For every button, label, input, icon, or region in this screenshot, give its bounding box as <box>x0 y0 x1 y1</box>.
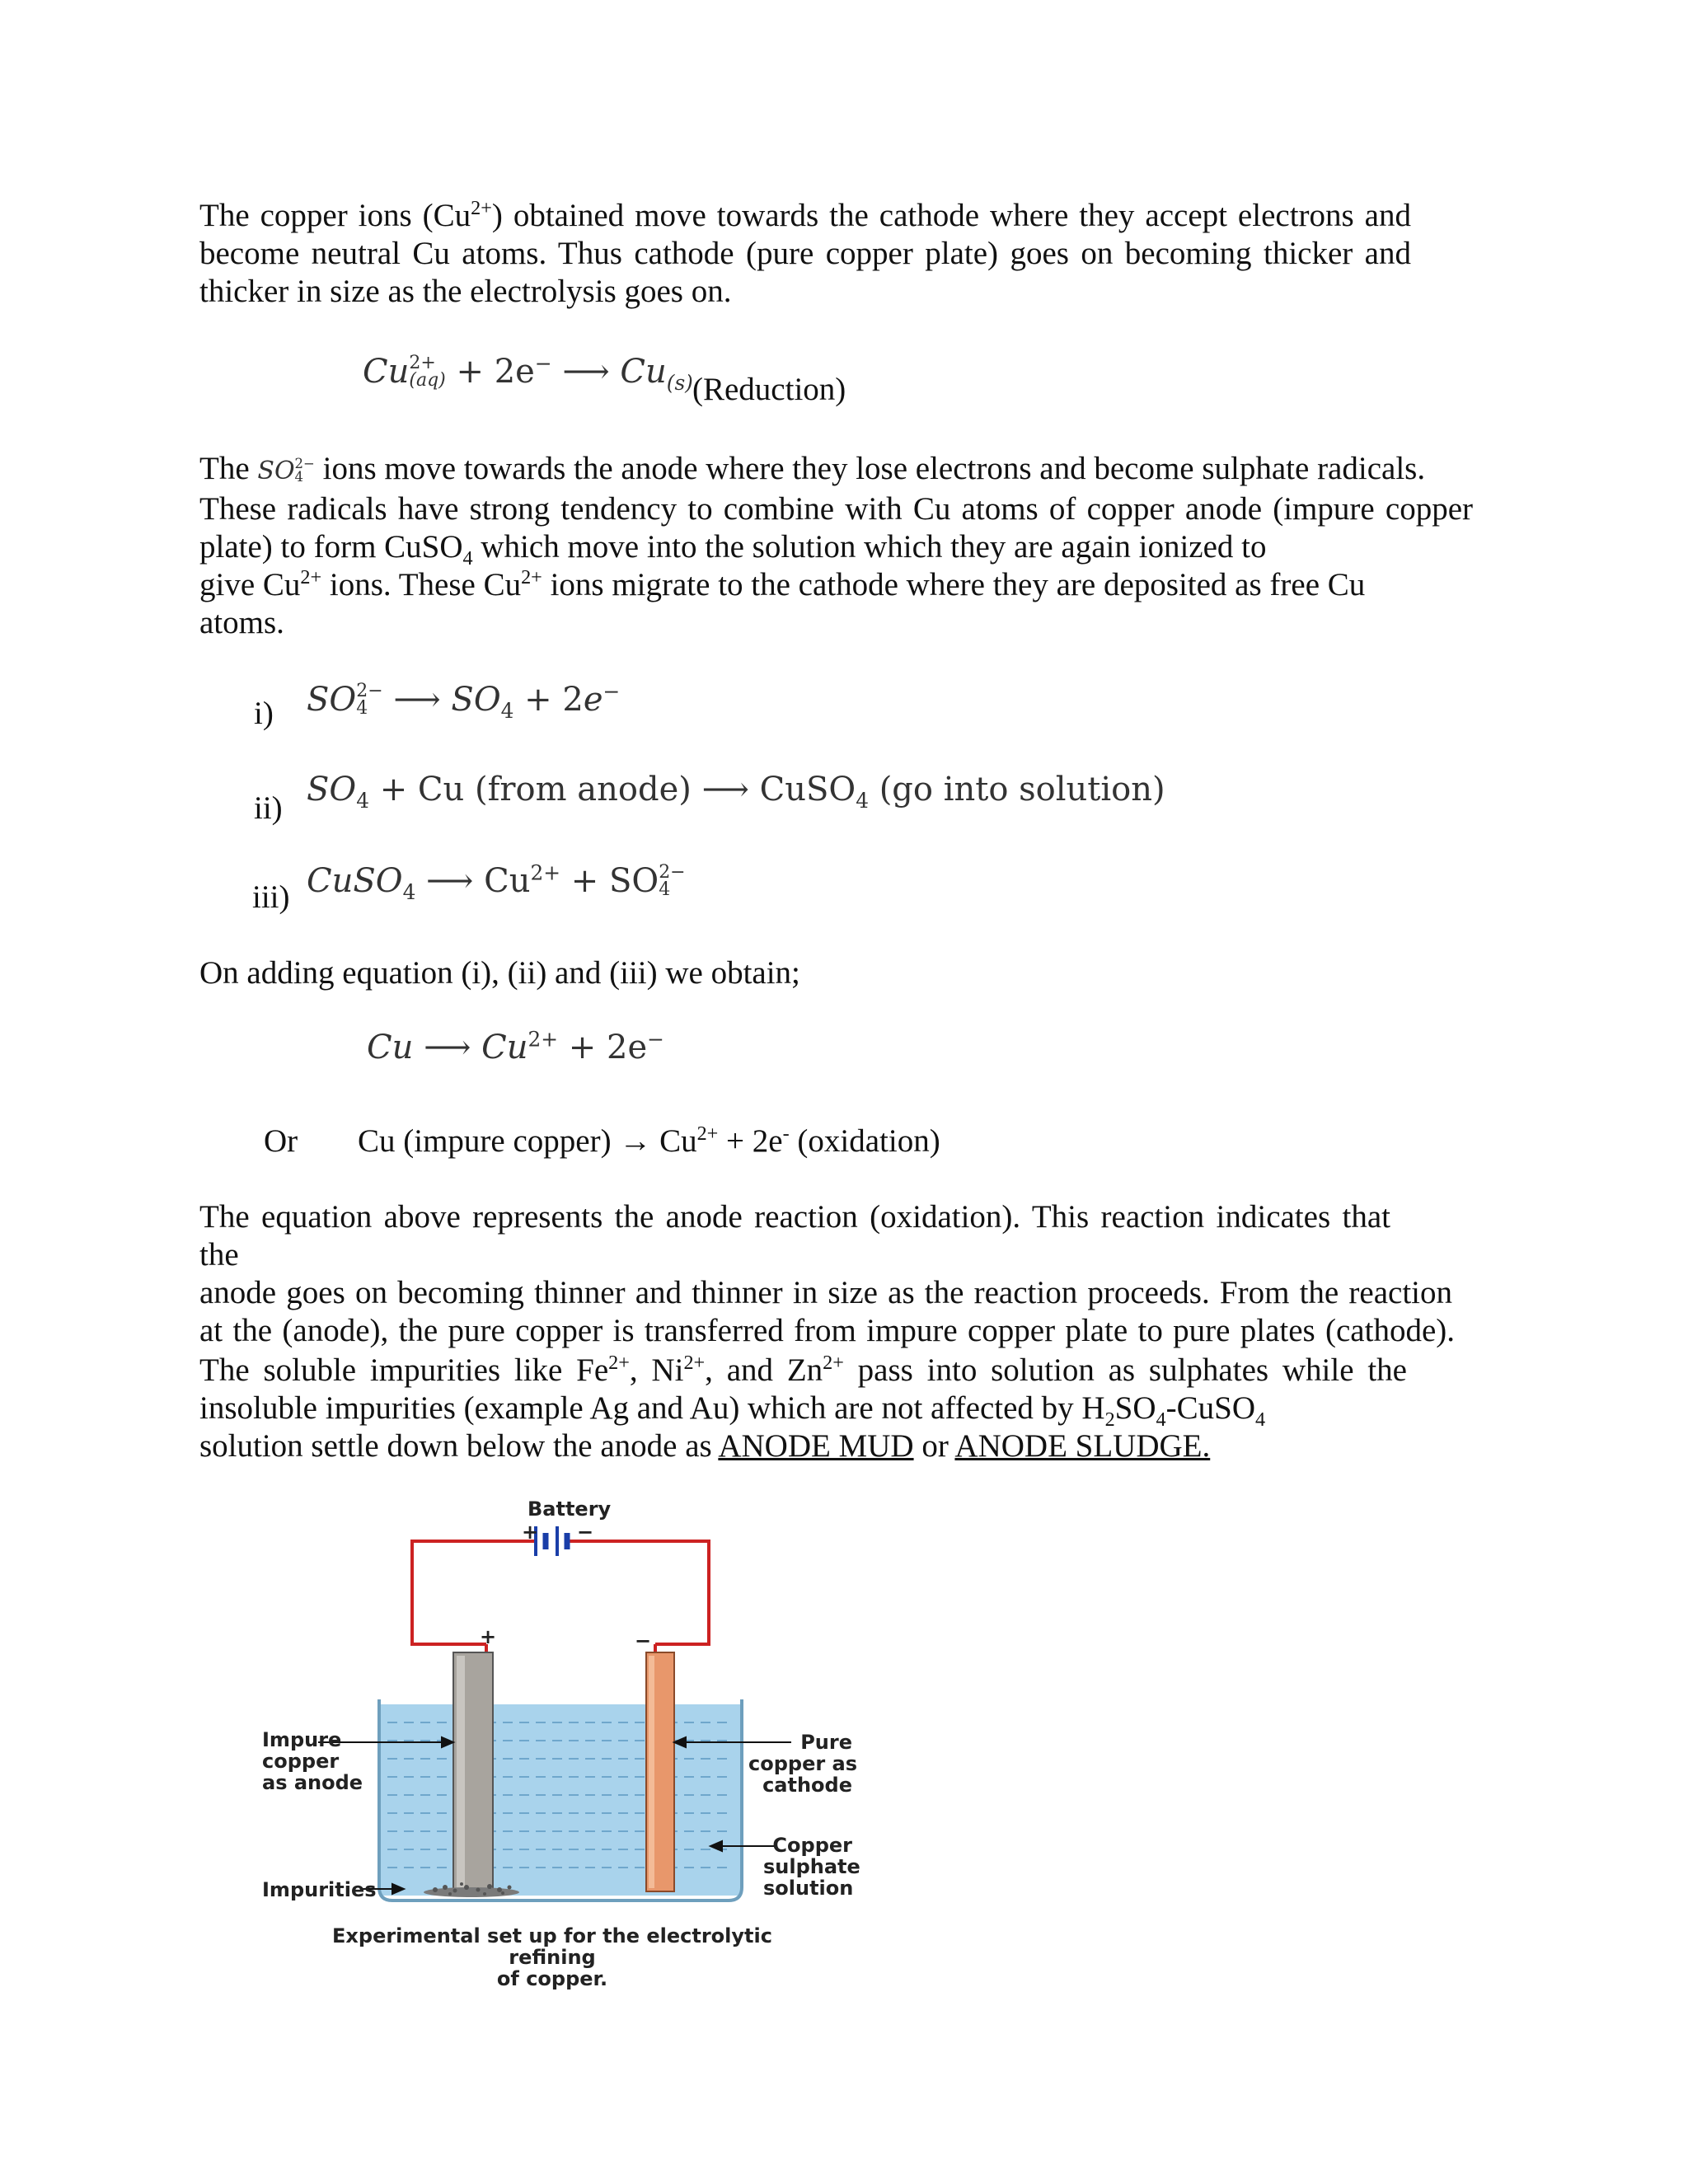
paragraph-2 <box>199 450 1473 642</box>
impure-copper-anode-label: Impure copper as anode <box>262 1728 363 1794</box>
anode-sludge-term: ANODE SLUDGE. <box>954 1428 1211 1464</box>
sulphate-ion-inline: SO 2− 4 <box>257 456 315 485</box>
paragraph-4-line-3: at the (anode), the pure copper is transferred from impure copper plate to pure plates (cathode). <box>199 1313 1455 1348</box>
equation-1: SO 2− 4 ⟶ $SO_4 + 2e^-$ <box>307 679 621 723</box>
paragraph-5-line-3: solution settle down below the anode as ANODE MUD or ANODE SLUDGE. <box>199 1428 1211 1464</box>
equation-2-number: ii) <box>254 790 283 826</box>
paragraph-2-line-4: give $Cu^{2+}$ ions. These $Cu^{2+}$ ions migrate to the cathode where they are deposited as free Cu <box>199 566 1366 602</box>
battery-plus-sign: + <box>522 1521 539 1544</box>
equation-2: $SO_4 + Cu$ (from anode) ⟶ CuSO$_4$ (go into solution) <box>307 771 1165 813</box>
reduction-equation: Cu 2+ (aq) + 2e− ⟶ $Cu_{(s)}$ <box>363 351 693 395</box>
impurities-label: Impurities <box>262 1878 377 1901</box>
anode-plus-sign: + <box>480 1625 497 1648</box>
battery-label: Battery <box>528 1497 612 1521</box>
paragraph-1-line-2: become neutral Cu atoms. Thus cathode (pure copper plate) goes on becoming thicker and <box>199 236 1411 271</box>
copper-sulphate-solution-label: Copper sulphate solution <box>763 1834 860 1900</box>
paragraph-3 <box>199 954 800 992</box>
paragraph-4 <box>199 1198 1455 1350</box>
pure-copper-cathode-label: Pure copper as cathode <box>748 1731 858 1797</box>
paragraph-2-line-2: These radicals have strong tendency to combine with Cu atoms of copper anode (impure copper <box>199 491 1473 527</box>
paragraph-2-line-3: plate) to form CuSO$_4$ which move into the solution which they are again ionized to <box>199 529 1267 569</box>
battery-minus-sign: − <box>577 1521 594 1544</box>
figure-caption: Experimental set up for the electrolytic refining of copper. <box>332 1924 772 1990</box>
paragraph-1 <box>199 197 1411 311</box>
electrolytic-refining-diagram <box>247 1475 907 1990</box>
wire-left <box>412 1541 536 1644</box>
paragraph-5-line-1: The soluble impurities like $Fe^{2+}$, $Ni^{2+}$, and $Zn^{2+}$ pass into solution as sulphates while the <box>199 1352 1407 1388</box>
paragraph-2-line-5: atoms. <box>199 605 284 640</box>
oxidation-equation: Cu (impure copper) → $Cu^{2+} + 2e^-$ (oxidation) <box>358 1122 940 1159</box>
paragraph-4-line-1: The equation above represents the anode reaction (oxidation). This reaction indicates that the <box>199 1199 1390 1272</box>
or-label: Or <box>264 1123 298 1159</box>
paragraph-1-line-1: The copper ions $(Cu^{2+})$ obtained move towards the cathode where they accept electrons and <box>199 197 1411 233</box>
cathode-minus-sign: − <box>635 1629 652 1652</box>
anode-mud-term: ANODE MUD <box>718 1428 914 1464</box>
paragraph-5 <box>199 1352 1411 1465</box>
battery-icon <box>536 1526 567 1556</box>
reduction-label: (Reduction) <box>692 372 846 407</box>
paragraph-5-line-2: insoluble impurities (example Ag and Au) which are not affected by $H_2SO_4-CuSO_4$ <box>199 1390 1266 1431</box>
equation-3: CuSO$_4$ ⟶ $Cu^{2+}$ + SO 2− 4 <box>307 860 686 904</box>
paragraph-2-line-1: The SO 2− 4 ions move towards the anode where they lose electrons and become sulphate radicals. <box>199 451 1426 486</box>
equation-1-number: i) <box>254 696 274 731</box>
paragraph-1-line-3: thicker in size as the electrolysis goes on. <box>199 274 732 309</box>
paragraph-4-line-2: anode goes on becoming thinner and thinner in size as the reaction proceeds. From the reaction <box>199 1275 1452 1310</box>
equation-3-number: iii) <box>252 879 290 915</box>
sum-equation: Cu ⟶ $Cu^{2+} + 2e^-$ <box>367 1027 664 1066</box>
paragraph-3-line: On adding equation (i), (ii) and (iii) we obtain; <box>199 955 800 991</box>
